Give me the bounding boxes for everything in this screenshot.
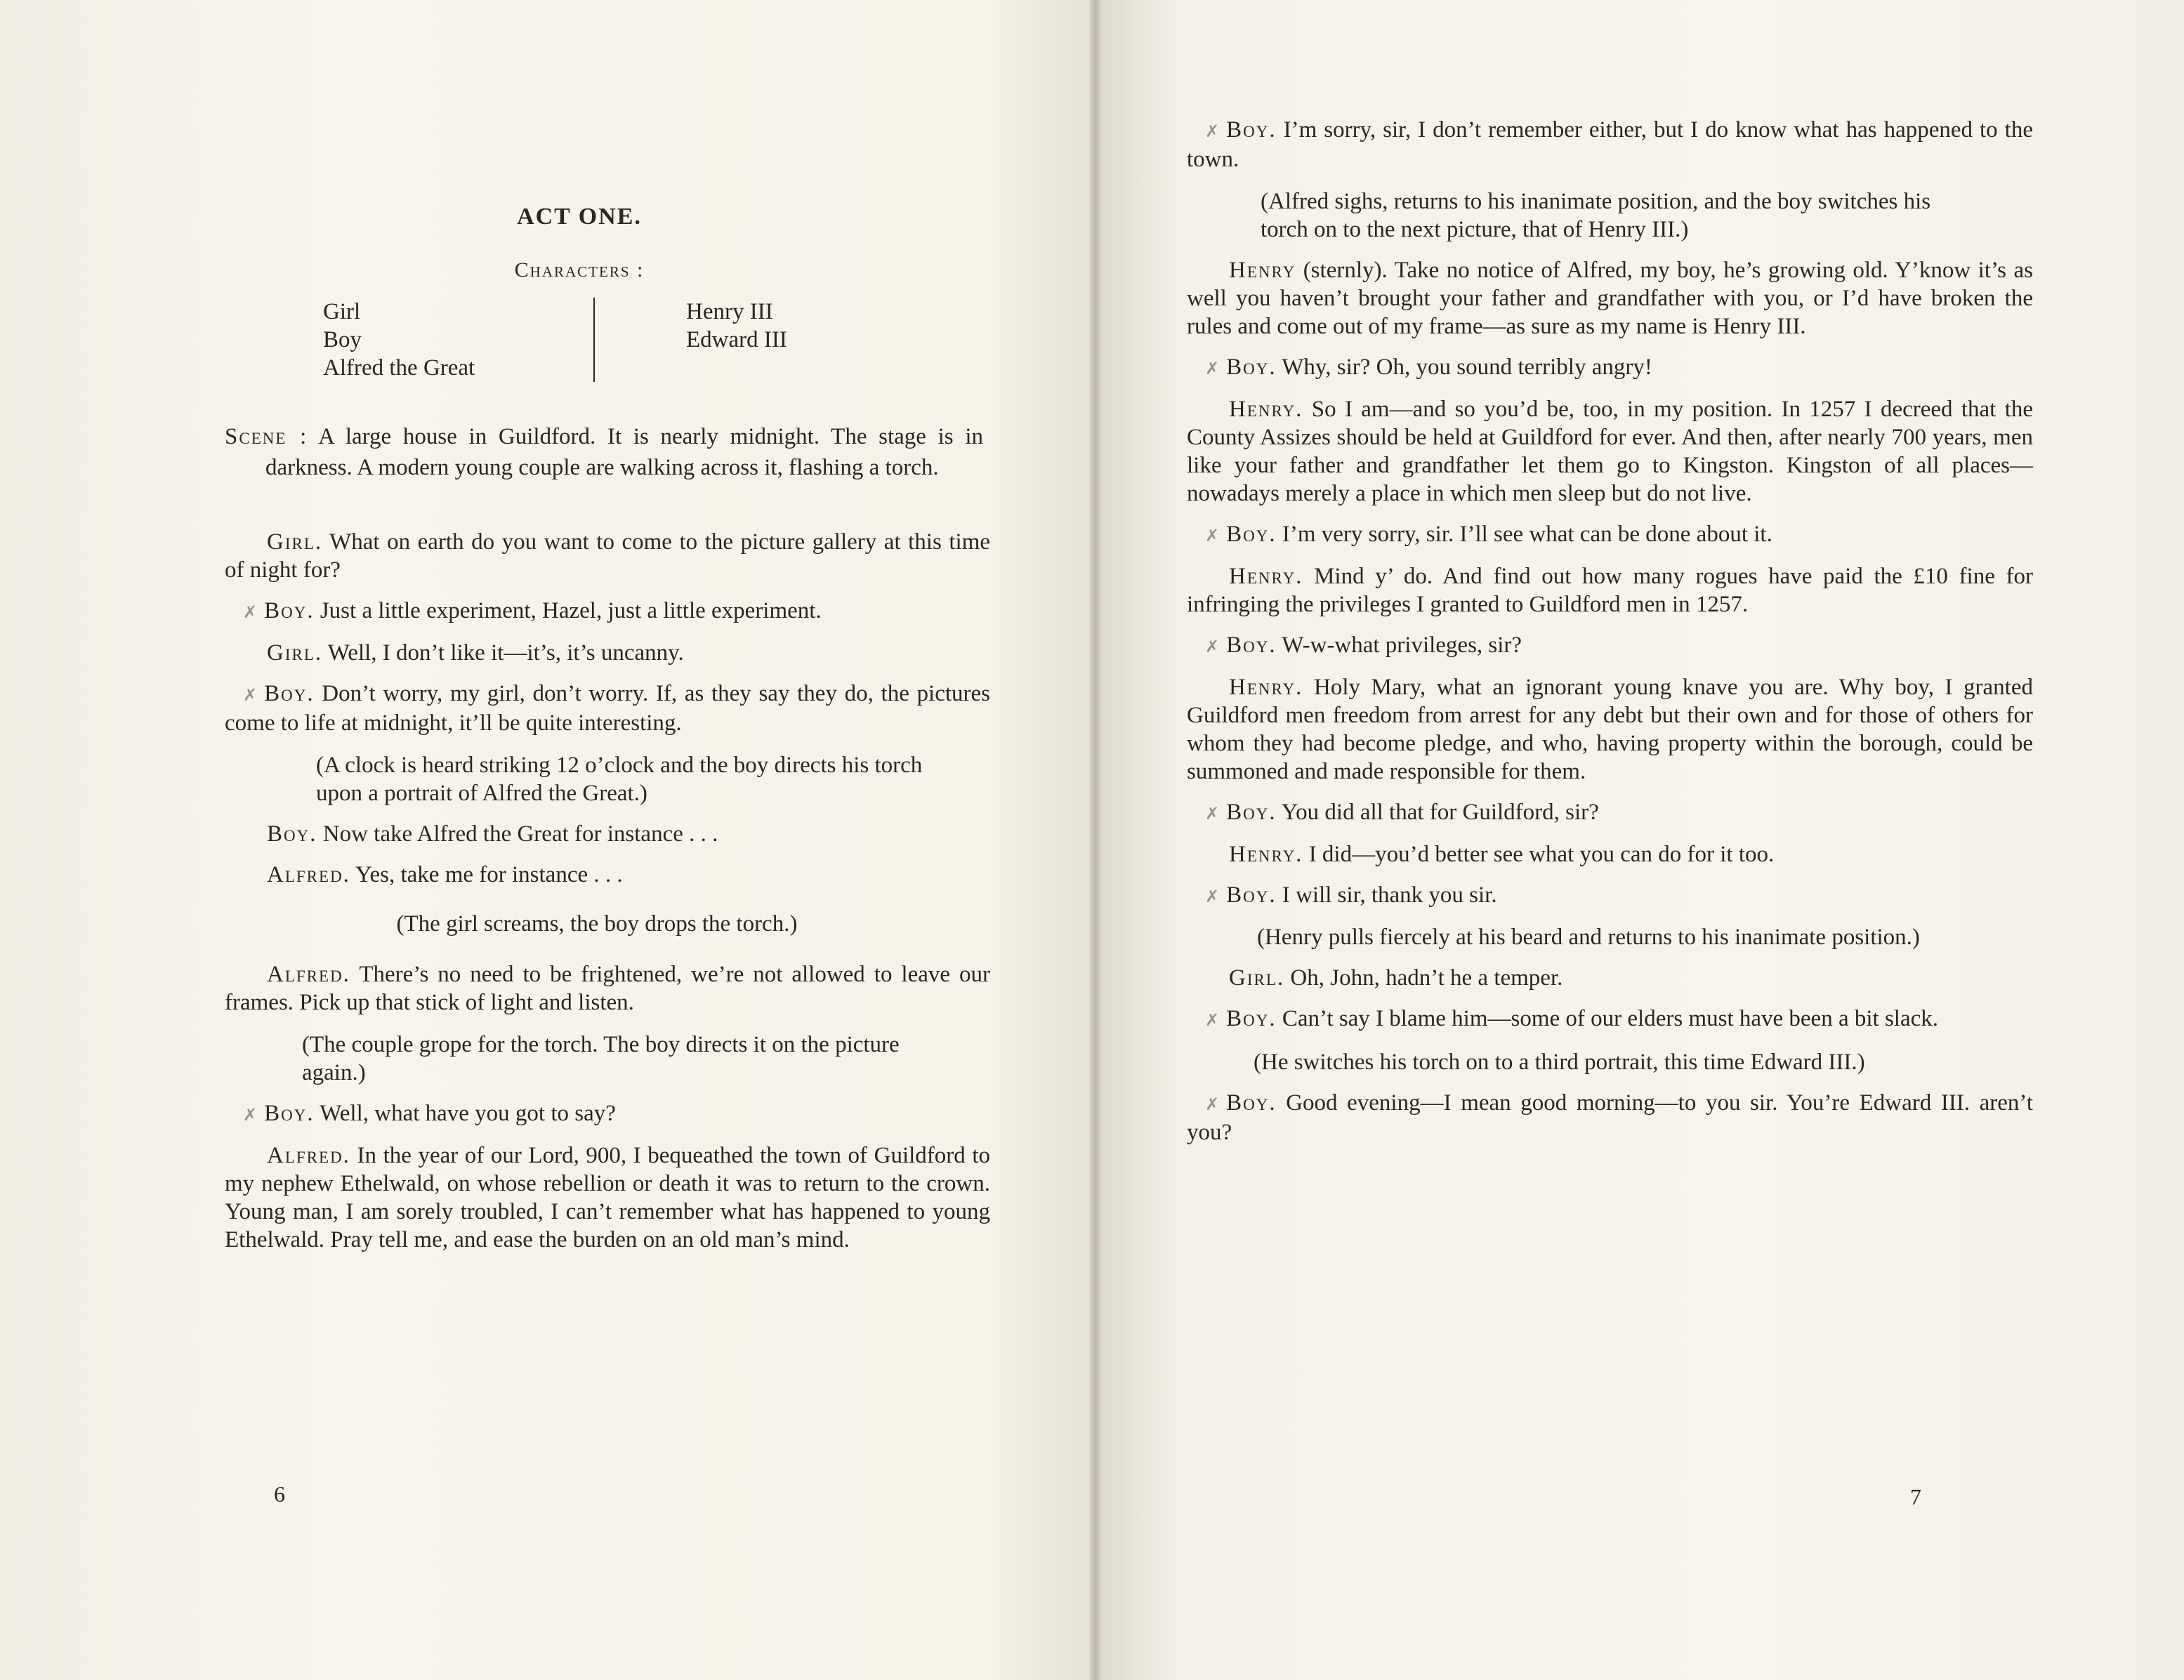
- pencil-mark: ✗: [1205, 637, 1220, 656]
- character-girl: Girl: [323, 299, 361, 324]
- character-boy: Boy: [323, 327, 362, 352]
- speaker: Boy.: [1226, 1006, 1277, 1031]
- speech-text: In the year of our Lord, 900, I bequeathed the town of Guildford to my nephew Ethelwald, on whose rebellion or death it was to return to the crown. Young man, I am sorely troubled, I can’t remember what has happened to young Ethelwald. Pray tell me, and ease the burden on an old man’s mind.: [225, 1143, 990, 1252]
- dialogue-line: [225, 597, 990, 626]
- right-page: [1096, 0, 2184, 1680]
- pencil-mark: ✗: [243, 602, 258, 622]
- dialogue-line: [1187, 1089, 2033, 1146]
- pencil-mark: ✗: [1205, 526, 1220, 545]
- pencil-mark: ✗: [243, 685, 258, 705]
- dialogue-line: [1187, 840, 2033, 868]
- speech-text: Why, sir? Oh, you sound terribly angry!: [1282, 355, 1652, 380]
- speech-text: Yes, take me for instance . . .: [355, 862, 623, 887]
- dialogue-line: [225, 1142, 990, 1254]
- speech-text: Well, I don’t like it—it’s, it’s uncanny.: [327, 640, 684, 666]
- dialogue-line: [225, 1099, 990, 1129]
- dialogue-line: [1187, 116, 2033, 173]
- speaker: Boy.: [1226, 882, 1277, 908]
- stage-direction: (The couple grope for the torch. The boy directs it on the picture again.): [302, 1032, 900, 1085]
- speech-text: I’m sorry, sir, I don’t remember either, but I do know what has happened to the town.: [1187, 117, 2033, 172]
- speaker: Girl.: [267, 640, 323, 666]
- speaker: Girl.: [267, 529, 323, 555]
- scene-label: Scene :: [225, 424, 308, 449]
- character-alfred: Alfred the Great: [323, 355, 475, 381]
- speech-text: What on earth do you want to come to the picture gallery at this time of night for?: [225, 529, 990, 583]
- speech-text: W-w-what privileges, sir?: [1282, 633, 1522, 658]
- speech-text: Holy Mary, what an ignorant young knave you are. Why boy, I granted Guildford men freedom from arrest for any debt but their own and for those of others for whom they had become pledge, and who, having property within the borough, could be summoned and made responsible for them.: [1187, 675, 2033, 784]
- characters-list: [323, 298, 990, 382]
- dialogue-line: [1187, 562, 2033, 619]
- dialogue-line: [225, 528, 990, 584]
- scene-description: [225, 421, 983, 483]
- speaker: Henry: [1229, 258, 1296, 283]
- speech-text: Oh, John, hadn’t he a temper.: [1290, 965, 1563, 991]
- dialogue-line: [1187, 798, 2033, 828]
- speaker: Henry.: [1229, 842, 1303, 867]
- dialogue-line: [225, 861, 990, 889]
- act-title: ACT ONE.: [517, 204, 642, 230]
- stage-direction: (The girl screams, the boy drops the torch.): [396, 911, 798, 937]
- scene-text: A large house in Guildford. It is nearly midnight. The stage is in darkness. A modern young couple are walking across it, flashing a torch.: [265, 424, 983, 480]
- dialogue-line: [225, 639, 990, 667]
- characters-heading: Characters :: [514, 258, 645, 282]
- speaker: Alfred.: [267, 862, 350, 887]
- dialogue-line: [1187, 631, 2033, 661]
- speaker: Boy.: [267, 821, 317, 847]
- dialogue-line: [225, 960, 990, 1017]
- speaker: Boy.: [1226, 633, 1277, 658]
- pencil-mark: ✗: [1205, 1094, 1220, 1114]
- page-number: 7: [1910, 1484, 1921, 1509]
- pencil-mark: ✗: [1205, 804, 1220, 824]
- dialogue-line: [1187, 353, 2033, 383]
- dialogue-line: [1187, 520, 2033, 550]
- dialogue-line: [1187, 395, 2033, 508]
- dialogue-line: [225, 680, 990, 737]
- speaker: Alfred.: [267, 1143, 350, 1168]
- character-edward: Edward III: [686, 327, 787, 352]
- stage-direction: (Henry pulls fiercely at his beard and returns to his inanimate position.): [1257, 925, 1920, 950]
- speaker: Girl.: [1229, 965, 1285, 991]
- speech-text: You did all that for Guildford, sir?: [1281, 800, 1599, 825]
- speaker: Boy.: [1226, 522, 1277, 547]
- character-henry: Henry III: [686, 299, 773, 324]
- pencil-mark: ✗: [1205, 121, 1220, 141]
- speaker: Alfred.: [267, 962, 350, 987]
- speaker: Henry.: [1229, 397, 1303, 422]
- speech-text: I will sir, thank you sir.: [1282, 882, 1497, 908]
- dialogue-line: [1187, 256, 2033, 340]
- speech-text: Don’t worry, my girl, don’t worry. If, as they say they do, the pictures come to life at midnight, it’ll be quite interesting.: [225, 681, 991, 736]
- stage-direction: (Alfred sighs, returns to his inanimate position, and the boy switches his torch on to the next picture, that of Henry III.): [1261, 189, 1931, 242]
- book-gutter: [1090, 0, 1101, 1680]
- dialogue-line: [1187, 673, 2033, 786]
- speech-text: I did—you’d better see what you can do for it too.: [1308, 842, 1775, 867]
- stage-direction: (He switches his torch on to a third portrait, this time Edward III.): [1254, 1050, 1865, 1075]
- pencil-mark: ✗: [1205, 887, 1220, 906]
- speaker: Boy.: [264, 681, 315, 706]
- speech-text: I’m very sorry, sir. I’ll see what can be done about it.: [1282, 522, 1772, 547]
- speech-text: So I am—and so you’d be, too, in my position. In 1257 I decreed that the County Assizes should be held at Guildford for ever. And then, after nearly 700 years, men like your father and grandfather let them go to Kingston. Kingston of all places—nowadays merely a place in which men sleep but do not live.: [1187, 397, 2034, 506]
- characters-column-2: [595, 298, 787, 382]
- speech-text: There’s no need to be frightened, we’re not allowed to leave our frames. Pick up that stick of light and listen.: [225, 962, 990, 1015]
- pencil-mark: ✗: [243, 1105, 258, 1125]
- speaker: Henry.: [1229, 675, 1303, 700]
- speech-text: Now take Alfred the Great for instance . . .: [322, 821, 718, 847]
- speaker: Boy.: [1226, 1090, 1277, 1116]
- speaker: Boy.: [1226, 355, 1277, 380]
- pencil-mark: ✗: [1205, 1010, 1220, 1030]
- speaker: Henry.: [1229, 564, 1303, 589]
- speech-text: Well, what have you got to say?: [320, 1101, 616, 1126]
- speaker: Boy.: [264, 1101, 315, 1126]
- characters-column-1: [323, 298, 595, 382]
- dialogue-line: [1187, 881, 2033, 911]
- speech-text: Mind y’ do. And find out how many rogues have paid the £10 fine for infringing the privileges I granted to Guildford men in 1257.: [1187, 564, 2033, 617]
- page-number: 6: [274, 1481, 285, 1507]
- stage-direction: (A clock is heard striking 12 o’clock and the boy directs his torch upon a portrait of Alfred the Great.): [316, 753, 923, 806]
- dialogue-line: [1187, 964, 2033, 992]
- pencil-mark: ✗: [1205, 359, 1220, 378]
- speech-text: (sternly). Take no notice of Alfred, my boy, he’s growing old. Y’know it’s as well you haven’t brought your father and grandfather with you, or I’d have broken the rules and come out of my frame—as sure as my name is Henry III.: [1187, 258, 2033, 339]
- speaker: Boy.: [264, 598, 315, 623]
- dialogue-line: [225, 820, 990, 848]
- speaker: Boy.: [1226, 800, 1277, 825]
- speech-text: Good evening—I mean good morning—to you sir. You’re Edward III. aren’t you?: [1187, 1090, 2033, 1145]
- dialogue-line: [1187, 1005, 2033, 1034]
- speaker: Boy.: [1226, 117, 1277, 143]
- speech-text: Can’t say I blame him—some of our elders must have been a bit slack.: [1282, 1006, 1938, 1031]
- speech-text: Just a little experiment, Hazel, just a little experiment.: [320, 598, 822, 623]
